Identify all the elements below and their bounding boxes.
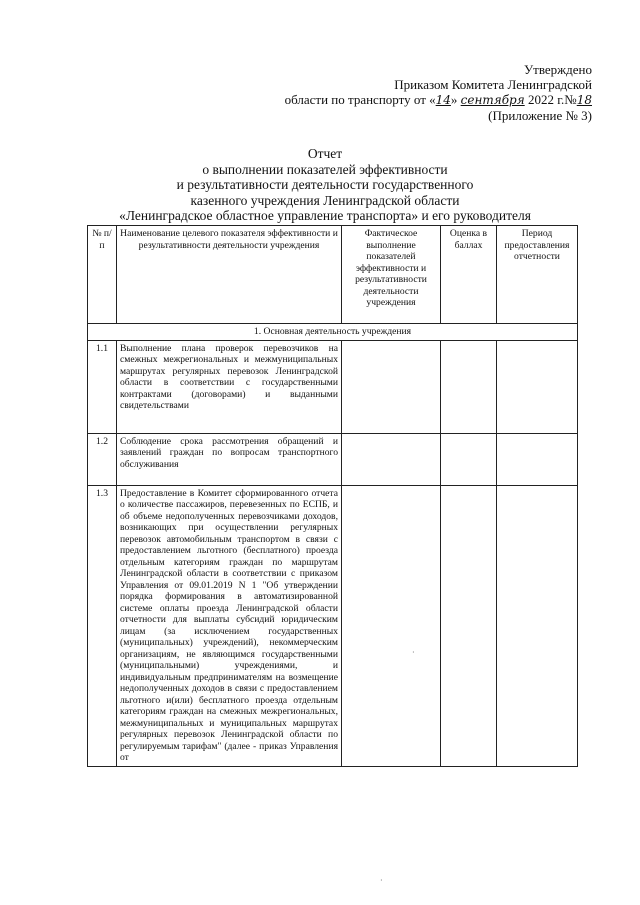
- report-table: [87, 225, 578, 767]
- table-row: [88, 485, 578, 766]
- row-score-cell: [441, 340, 497, 433]
- scan-speck: ·: [380, 876, 383, 885]
- row-num: 1.2: [88, 433, 117, 485]
- report-title: [110, 146, 540, 224]
- header-actual: Фактическое выполнение показателей эффективности и результативности деятельности учреждения: [342, 226, 441, 324]
- row-score-cell: [441, 485, 497, 766]
- approval-line-1: Утверждено: [523, 62, 592, 77]
- table-row: [88, 433, 578, 485]
- row-period-cell: [497, 485, 578, 766]
- row-num: 1.3: [88, 485, 117, 766]
- header-num: № п/п: [88, 226, 117, 324]
- row-text: Соблюдение срока рассмотрения обращений и заявлений граждан по вопросам транспортного обслуживания: [117, 433, 342, 485]
- row-score-cell: [441, 433, 497, 485]
- title-line-2: о выполнении показателей эффективности: [202, 161, 448, 177]
- row-period-cell: [497, 433, 578, 485]
- table-row: [88, 340, 578, 433]
- approval-stamp: [285, 62, 592, 123]
- approval-number: 18: [576, 93, 592, 107]
- row-text: Предоставление в Комитет сформированного отчета о количестве пассажиров, перевезенных по ЕСПБ, и об объеме недополученных перевозчиками доходов, возникающих при осуществлении регулярных перевозок автомобильным транспортом в связи с предоставлением льготного (бесплатного) проезда отдельным категориям граждан по маршрутам Ленинградской области в соответствии с приказом Управления от 09.01.2019 N 1 "Об утверждении порядка формирования в автоматизированной системе оплаты проезда Ленинградской области отчетности для выплаты субсидий юридическим лицам (за исключением государственных (муниципальных) учреждений), некоммерческим организациям, не являющимся государственными (муниципальными) учреждениями, и индивидуальным предпринимателям на возмещение недополученных доходов в связи с предоставлением льготного и(или) бесплатного проезда отдельным категориям граждан на смежных межрегиональных, межмуниципальных и муниципальных маршрутах регулярных перевозок Ленинградской области по регулируемым тарифам" (далее - приказ Управления от: [117, 485, 342, 766]
- title-line-1: Отчет: [307, 146, 343, 161]
- approval-line-2: Приказом Комитета Ленинградской: [394, 77, 592, 92]
- scan-speck: ·: [412, 648, 415, 657]
- header-name: Наименование целевого показателя эффективности и результативности деятельности учреждения: [117, 226, 342, 324]
- header-period: Период предоставления отчетности: [497, 226, 578, 324]
- row-actual-cell: [342, 485, 441, 766]
- title-line-5: «Ленинградское областное управление транспорта» и его руководителя: [119, 208, 531, 223]
- row-actual-cell: [342, 340, 441, 433]
- row-actual-cell: [342, 433, 441, 485]
- row-period-cell: [497, 340, 578, 433]
- title-line-3: и результативности деятельности государственного: [176, 177, 474, 192]
- approval-line-4: (Приложение № 3): [488, 108, 592, 123]
- row-text: Выполнение плана проверок перевозчиков на смежных межрегиональных и межмуниципальных маршрутах регулярных перевозок Ленинградской области в соответствии с государственными контрактами (договорами) и выданными свидетельствами: [117, 340, 342, 433]
- row-num: 1.1: [88, 340, 117, 433]
- title-line-4: казенного учреждения Ленинградской области: [190, 192, 460, 208]
- table-header-row: [88, 226, 578, 324]
- approval-day: 14: [435, 93, 451, 107]
- section-title: 1. Основная деятельность учреждения: [88, 324, 578, 341]
- approval-month: сентября: [460, 93, 525, 107]
- approval-line-3: области по транспорту от «14» сентября 2022 г.№18: [284, 92, 592, 107]
- header-score: Оценка в баллах: [441, 226, 497, 324]
- section-row: [88, 324, 578, 341]
